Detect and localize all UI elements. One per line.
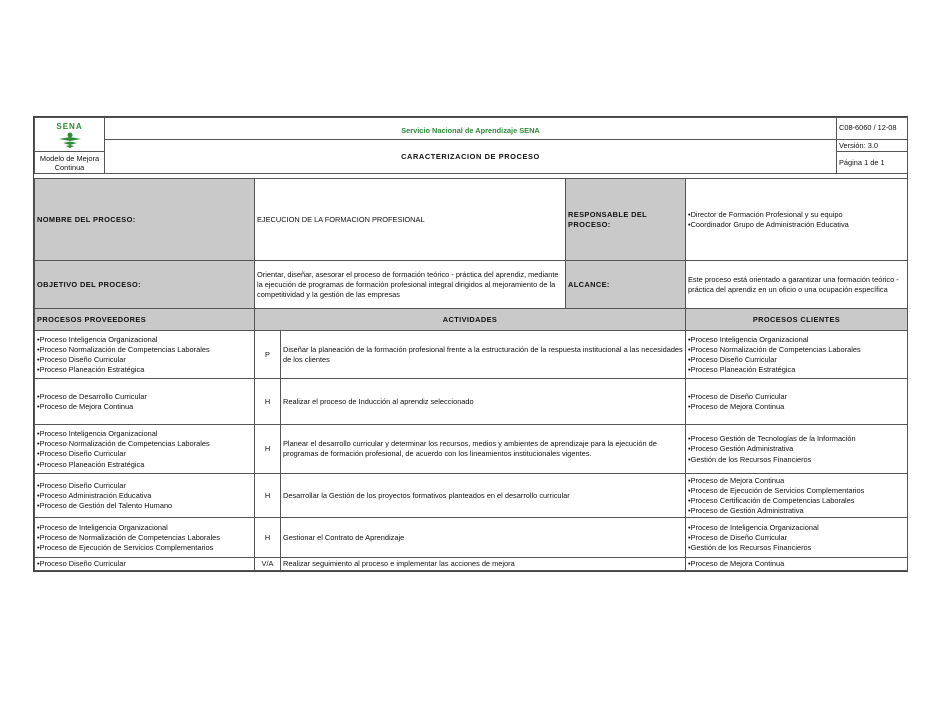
process-name-value: EJECUCION DE LA FORMACION PROFESIONAL <box>255 179 566 261</box>
providers-cell <box>35 425 255 474</box>
doc-version: Versión: 3.0 <box>837 140 908 152</box>
list-item: • Proceso de Mejora Continua <box>37 402 252 412</box>
table-row <box>35 331 908 379</box>
col-header-clients: PROCESOS CLIENTES <box>686 309 908 331</box>
logo-cell <box>35 118 105 152</box>
list-item: • Proceso Diseño Curricular <box>37 449 252 459</box>
phase-cell: P <box>255 331 281 379</box>
list-item: • Proceso Administración Educativa <box>37 491 252 501</box>
phase-cell: V/A <box>255 558 281 571</box>
list-item: • Proceso Diseño Curricular <box>37 355 252 365</box>
responsible-label: RESPONSABLE DEL PROCESO: <box>566 179 686 261</box>
phase-cell: H <box>255 425 281 474</box>
list-item: • Proceso de Diseño Curricular <box>688 392 905 402</box>
list-item: • Coordinador Grupo de Administración Educativa <box>688 220 905 230</box>
activity-cell: Realizar el proceso de Inducción al aprendiz seleccionado <box>281 379 686 425</box>
list-item: • Proceso de Inteligencia Organizacional <box>37 523 252 533</box>
list-item: • Proceso Normalización de Competencias Laborales <box>688 345 905 355</box>
list-item: • Proceso de Normalización de Competencias Laborales <box>37 533 252 543</box>
activity-cell: Planear el desarrollo curricular y determinar los recursos, medios y ambientes de aprendizaje para la ejecución de programas de formación profesional, de acuerdo con los lineamientos institucionales vigentes. <box>281 425 686 474</box>
doc-code: C08-6060 / 12-08 <box>837 118 908 140</box>
doc-title: CARACTERIZACION DE PROCESO <box>105 140 837 174</box>
list-item: • Proceso Planeación Estratégica <box>37 365 252 375</box>
clients-cell <box>686 518 908 558</box>
clients-cell <box>686 425 908 474</box>
clients-cell <box>686 558 908 571</box>
list-item: • Proceso Planeación Estratégica <box>688 365 905 375</box>
col-header-activities: ACTIVIDADES <box>255 309 686 331</box>
list-item: • Proceso de Diseño Curricular <box>688 533 905 543</box>
list-item: • Proceso de Ejecución de Servicios Complementarios <box>37 543 252 553</box>
providers-cell <box>35 474 255 518</box>
list-item: • Proceso Planeación Estratégica <box>37 460 252 470</box>
list-item: • Proceso de Gestión Administrativa <box>688 506 905 516</box>
activity-cell: Gestionar el Contrato de Aprendizaje <box>281 518 686 558</box>
list-item: • Proceso Inteligencia Organizacional <box>37 429 252 439</box>
providers-cell <box>35 518 255 558</box>
model-label: Modelo de Mejora Continua <box>35 152 105 174</box>
list-item: • Proceso Normalización de Competencias Laborales <box>37 439 252 449</box>
list-item: • Proceso de Mejora Continua <box>688 402 905 412</box>
sena-logo <box>37 122 102 151</box>
list-item: • Proceso de Inteligencia Organizacional <box>688 523 905 533</box>
doc-page: Página 1 de 1 <box>837 152 908 174</box>
table-row <box>35 379 908 425</box>
providers-cell <box>35 331 255 379</box>
list-item: • Proceso de Desarrollo Curricular <box>37 392 252 402</box>
table-row <box>35 558 908 571</box>
list-item: • Proceso Inteligencia Organizacional <box>37 335 252 345</box>
list-item: • Gestión de los Recursos Financieros <box>688 543 905 553</box>
list-item: • Proceso Diseño Curricular <box>37 481 252 491</box>
providers-cell <box>35 379 255 425</box>
logo-text: SENA <box>56 122 83 131</box>
header-table <box>34 117 908 174</box>
scope-value: Este proceso está orientado a garantizar una formación teórico - práctica del aprendiz en un oficio o una ocupación específica <box>686 261 908 309</box>
list-item: • Proceso de Gestión del Talento Humano <box>37 501 252 511</box>
col-header-providers: PROCESOS PROVEEDORES <box>35 309 255 331</box>
process-table <box>34 178 908 571</box>
list-item: • Proceso Normalización de Competencias Laborales <box>37 345 252 355</box>
activity-cell: Realizar seguimiento al proceso e implementar las acciones de mejora <box>281 558 686 571</box>
clients-cell <box>686 331 908 379</box>
table-row <box>35 474 908 518</box>
org-name: Servicio Nacional de Aprendizaje SENA <box>105 118 837 140</box>
scope-label: ALCANCE: <box>566 261 686 309</box>
objective-value: Orientar, diseñar, asesorar el proceso de formación teórico - práctica del aprendiz, mediante la ejecución de programas de formación profesional integral dirigidos al mejoramiento de la competitividad y la gestión de las empresas <box>255 261 566 309</box>
sena-logo-icon <box>57 132 83 148</box>
clients-cell <box>686 474 908 518</box>
list-item: • Proceso Gestión Administrativa <box>688 444 905 454</box>
activity-cell: Diseñar la planeación de la formación profesional frente a la estructuración de la respuesta institucional a las necesidades de los clientes <box>281 331 686 379</box>
phase-cell: H <box>255 474 281 518</box>
list-item: • Proceso de Mejora Continua <box>688 559 905 569</box>
objective-label: OBJETIVO DEL PROCESO: <box>35 261 255 309</box>
providers-cell <box>35 558 255 571</box>
table-row <box>35 425 908 474</box>
activity-cell: Desarrollar la Gestión de los proyectos formativos planteados en el desarrollo curricular <box>281 474 686 518</box>
list-item: • Gestión de los Recursos Financieros <box>688 455 905 465</box>
phase-cell: H <box>255 379 281 425</box>
list-item: • Director de Formación Profesional y su equipo <box>688 210 905 220</box>
responsible-list <box>686 179 908 261</box>
list-item: • Proceso Inteligencia Organizacional <box>688 335 905 345</box>
list-item: • Proceso Diseño Curricular <box>37 559 252 569</box>
table-row <box>35 518 908 558</box>
characterization-sheet <box>33 116 908 572</box>
list-item: • Proceso Certificación de Competencias Laborales <box>688 496 905 506</box>
clients-cell <box>686 379 908 425</box>
phase-cell: H <box>255 518 281 558</box>
list-item: • Proceso Diseño Curricular <box>688 355 905 365</box>
list-item: • Proceso de Ejecución de Servicios Complementarios <box>688 486 905 496</box>
list-item: • Proceso Gestión de Tecnologías de la Información <box>688 434 905 444</box>
process-name-label: NOMBRE DEL PROCESO: <box>35 179 255 261</box>
list-item: • Proceso de Mejora Continua <box>688 476 905 486</box>
